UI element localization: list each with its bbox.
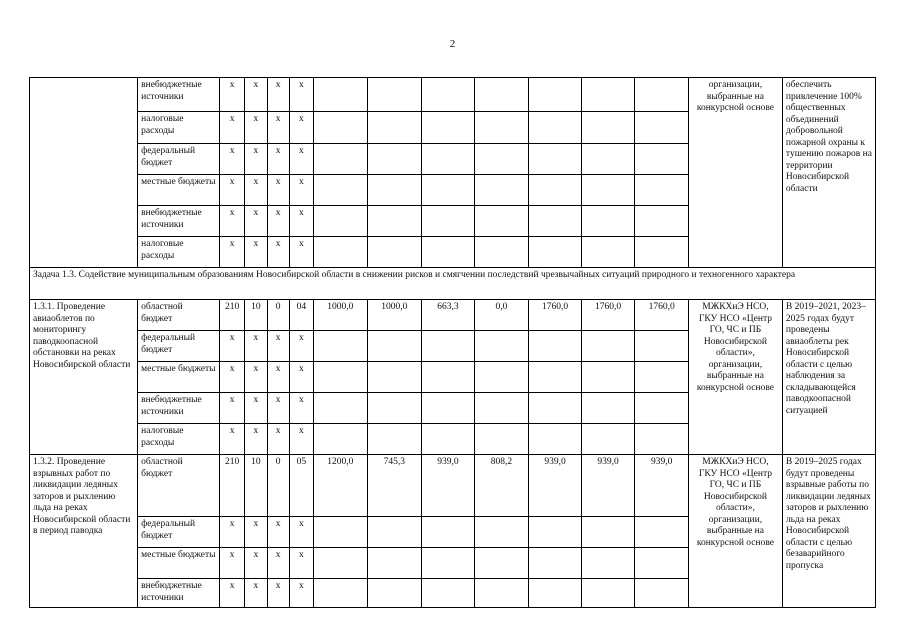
- code-mark: x: [267, 237, 289, 268]
- code-mark: x: [245, 237, 267, 268]
- year-value: 1000,0: [367, 300, 422, 331]
- code-mark: x: [245, 78, 267, 112]
- code-mark: x: [289, 237, 313, 268]
- code-mark: x: [245, 548, 267, 579]
- funding-source: областной бюджет: [138, 300, 220, 331]
- code-mark: x: [245, 144, 267, 175]
- year-value: 1760,0: [581, 300, 635, 331]
- code-mark: x: [220, 144, 245, 175]
- code-mark: x: [267, 393, 289, 424]
- year-value: 808,2: [474, 455, 529, 517]
- code-mark: x: [220, 579, 245, 608]
- code-mark: x: [220, 78, 245, 112]
- page-number: 2: [449, 38, 456, 50]
- year-value: 0,0: [474, 300, 529, 331]
- code-mark: x: [245, 206, 267, 237]
- funding-source: внебюджетные источники: [138, 78, 220, 112]
- program-table: [29, 77, 876, 608]
- code-mark: x: [267, 144, 289, 175]
- year-value: 939,0: [529, 455, 582, 517]
- code-mark: x: [220, 393, 245, 424]
- code-mark: x: [220, 206, 245, 237]
- code-mark: x: [245, 393, 267, 424]
- budget-code: 0: [267, 455, 289, 517]
- code-mark: x: [289, 112, 313, 144]
- code-mark: x: [289, 424, 313, 455]
- code-mark: x: [245, 112, 267, 144]
- executor-cell: МЖКХиЭ НСО, ГКУ НСО «Центр ГО, ЧС и ПБ Новосибирской области», организации, выбранные на конкурсной основе: [688, 300, 782, 455]
- table-row: [30, 78, 876, 112]
- executor-cell: организации, выбранные на конкурсной основе: [688, 78, 782, 268]
- code-mark: x: [289, 206, 313, 237]
- code-mark: x: [289, 144, 313, 175]
- code-mark: x: [245, 362, 267, 393]
- year-value: 939,0: [422, 455, 475, 517]
- funding-source: областной бюджет: [138, 455, 220, 517]
- measure-name-cell: [30, 78, 138, 268]
- budget-code: 0: [267, 300, 289, 331]
- code-mark: x: [220, 112, 245, 144]
- result-cell: В 2019–2021, 2023–2025 годах будут проведены авиаоблеты рек Новосибирской области с целью наблюдения за складывающейся паводкоопасной ситуацией: [782, 300, 875, 455]
- task-row: [30, 268, 876, 300]
- code-mark: x: [289, 517, 313, 548]
- year-value: 1000,0: [313, 300, 367, 331]
- code-mark: x: [267, 579, 289, 608]
- funding-source: федеральный бюджет: [138, 144, 220, 175]
- table-row: [30, 455, 876, 517]
- result-cell: обеспечить привлечение 100% общественных объединений добровольной пожарной охраны к тушению пожаров на территории Новосибирской области: [782, 78, 875, 268]
- code-mark: x: [220, 237, 245, 268]
- funding-source: местные бюджеты: [138, 175, 220, 206]
- code-mark: x: [220, 331, 245, 362]
- code-mark: x: [220, 362, 245, 393]
- code-mark: x: [267, 548, 289, 579]
- year-value: 745,3: [367, 455, 422, 517]
- result-cell: В 2019–2025 годах будут проведены взрывные работы по ликвидации ледяных заторов и рыхлению льда на реках Новосибирской области с целью безаварийного пропуска: [782, 455, 875, 608]
- code-mark: x: [245, 424, 267, 455]
- funding-source: местные бюджеты: [138, 548, 220, 579]
- measure-name: 1.3.2. Проведение взрывных работ по ликвидации ледяных заторов и рыхлению льда на реках Новосибирской области в период паводка: [30, 455, 138, 608]
- code-mark: x: [289, 548, 313, 579]
- year-value: 1200,0: [313, 455, 367, 517]
- code-mark: x: [245, 579, 267, 608]
- funding-source: внебюджетные источники: [138, 393, 220, 424]
- funding-source: федеральный бюджет: [138, 517, 220, 548]
- code-mark: x: [220, 175, 245, 206]
- code-mark: x: [289, 78, 313, 112]
- code-mark: x: [289, 175, 313, 206]
- code-mark: x: [267, 362, 289, 393]
- year-value: 939,0: [635, 455, 689, 517]
- year-value: 663,3: [422, 300, 475, 331]
- task-heading: Задача 1.3. Содействие муниципальным образованиям Новосибирской области в снижении рисков и смягчении последствий чрезвычайных ситуаций природного и техногенного характера: [30, 268, 876, 300]
- code-mark: x: [289, 393, 313, 424]
- funding-source: налоговые расходы: [138, 424, 220, 455]
- code-mark: x: [267, 112, 289, 144]
- funding-source: федеральный бюджет: [138, 331, 220, 362]
- funding-source: внебюджетные источники: [138, 579, 220, 608]
- code-mark: x: [267, 331, 289, 362]
- budget-code: 10: [245, 300, 267, 331]
- year-value: 1760,0: [529, 300, 582, 331]
- budget-code: 210: [220, 300, 245, 331]
- code-mark: x: [267, 206, 289, 237]
- funding-source: налоговые расходы: [138, 112, 220, 144]
- code-mark: x: [267, 424, 289, 455]
- funding-source: внебюджетные источники: [138, 206, 220, 237]
- budget-code: 10: [245, 455, 267, 517]
- measure-name: 1.3.1. Проведение авиаоблетов по мониторингу паводкоопасной обстановки на реках Новосибирской области: [30, 300, 138, 455]
- funding-source: налоговые расходы: [138, 237, 220, 268]
- code-mark: x: [289, 362, 313, 393]
- year-value: 939,0: [581, 455, 635, 517]
- code-mark: x: [245, 331, 267, 362]
- table-row: [30, 300, 876, 331]
- executor-cell: МЖКХиЭ НСО, ГКУ НСО «Центр ГО, ЧС и ПБ Новосибирской области», организации, выбранные на конкурсной основе: [688, 455, 782, 608]
- code-mark: x: [245, 175, 267, 206]
- budget-code: 04: [289, 300, 313, 331]
- code-mark: x: [289, 331, 313, 362]
- code-mark: x: [220, 548, 245, 579]
- code-mark: x: [220, 517, 245, 548]
- code-mark: x: [245, 517, 267, 548]
- code-mark: x: [267, 517, 289, 548]
- budget-code: 05: [289, 455, 313, 517]
- year-value: 1760,0: [635, 300, 689, 331]
- code-mark: x: [267, 175, 289, 206]
- code-mark: x: [220, 424, 245, 455]
- budget-code: 210: [220, 455, 245, 517]
- code-mark: x: [289, 579, 313, 608]
- code-mark: x: [267, 78, 289, 112]
- funding-source: местные бюджеты: [138, 362, 220, 393]
